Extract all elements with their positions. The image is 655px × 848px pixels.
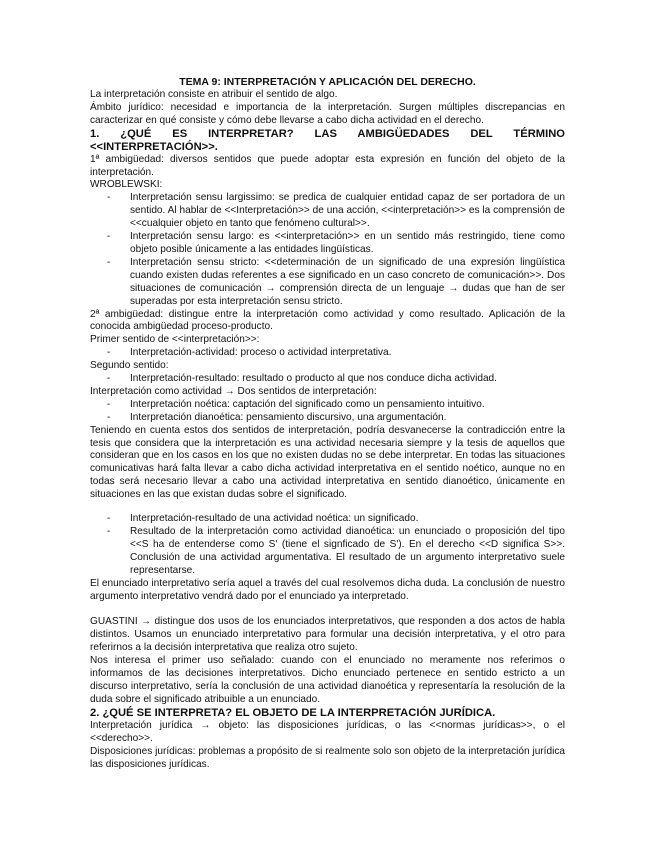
wroblewski-list <box>90 192 565 308</box>
first-sense-label: Primer sentido de <<interpretación>>: <box>90 334 260 346</box>
list-item: - Interpretación sensu largissimo: se predica de cualquier entidad capaz de ser portadora de un sentido. Al hablar de <<Interpretación>> de una acción, <<interpretación>> es la comprensión de <<cualquier objeto en tanto que fenómeno cultural>>. <box>90 192 565 231</box>
wroblewski-label: WROBLEWSKI: <box>90 179 163 191</box>
intro-paragraph: La interpretación consiste en atribuir el sentido de algo. <box>90 88 338 100</box>
second-sense-label: Segundo sentido: <box>90 360 169 372</box>
guastini-paragraph: GUASTINI → distingue dos usos de los enunciados interpretativos, que responden a dos actos de habla distintos. Usamos un enunciado interpretativo para formular una decisión interpretativa, y el otro para referirnos a la decisión interpretativa que realiza otro sujeto. <box>90 616 565 654</box>
list-item: - Resultado de la interpretación como actividad dianoética: un enunciado o proposición del tipo <<S ha de entenderse como S' (tiene el signficado de S'). En el derecho <<D significa S>>. Conclusión de una actividad argumentativa. El resultado de un argumento interpretativo suele representarse. <box>90 526 565 578</box>
result-list <box>90 513 565 578</box>
list-item: - Interpretación dianoética: pensamiento discursivo, una argumentación. <box>90 412 565 425</box>
section-2-heading: 2. ¿QUÉ SE INTERPRETA? EL OBJETO DE LA INTERPRETACIÓN JURÍDICA. <box>90 706 496 719</box>
teniendo-paragraph: Teniendo en cuenta estos dos sentidos de interpretación, podría desvanecerse la contradicción entre la tesis que considera que la interpretación es una actividad necesaria siempre y la tesis de aquellos que consideran que en los casos en los que no existen dudas no se debe interpretar. En todas las situaciones comunicativas hará falta llevar a cabo dicha actividad interpretativa en el sentido noético, aunque no en todas será necesario llevar a cabo una actividad interpretativa en sentido dianoético, únicamente en situaciones en las que existan dudas sobre el significado. <box>90 424 565 501</box>
activity-list <box>90 399 565 425</box>
intro-paragraph-scope: Ámbito jurídico: necesidad e importancia de la interpretación. Surgen múltiples discrepancias en caracterizar en qué consiste y cómo debe llevarse a cabo dicha actividad en el derecho. <box>90 101 565 126</box>
list-item: - Interpretación-resultado: resultado o producto al que nos conduce dicha actividad. <box>90 373 565 386</box>
enunciado-paragraph: El enunciado interpretativo sería aquel a través del cual resolvemos dicha duda. La conclusión de nuestro argumento interpretativo vendrá dado por el enunciado ya interpretado. <box>90 577 565 602</box>
second-ambiguity: 2ª ambigüedad: distingue entre la interpretación como actividad y como resultado. Aplicación de la conocida ambigüedad proceso-producto. <box>90 308 565 333</box>
list-item: - Interpretación-actividad: proceso o actividad interpretativa. <box>90 347 565 360</box>
first-sense-list <box>90 347 565 360</box>
list-item: - Interpretación-resultado de una actividad noética: un significado. <box>90 513 565 526</box>
document-page <box>90 76 565 771</box>
section-1-heading: 1. ¿QUÉ ES INTERPRETAR? LAS AMBIGÜEDADES DEL TÉRMINO <box>90 127 565 140</box>
section-2-paragraph: Interpretación jurídica → objeto: las disposiciones jurídicas, o las <<normas jurídicas>>, o el <<derecho>>. <box>90 719 565 744</box>
section-1-heading-cont: <<INTERPRETACIÓN>>. <box>90 140 218 153</box>
second-sense-list <box>90 373 565 386</box>
interest-paragraph: Nos interesa el primer uso señalado: cuando con el enunciado no meramente nos referimos o informamos de las decisiones interpretativos. Dicho enunciado pertenece en sentido estricto a un discurso interpretativo, sería la conclusión de una actividad dianoética y representaría la resolución de la duda sobre el significado atribuible a un enunciado. <box>90 655 565 705</box>
list-item: - Interpretación sensu largo: es <<interpretación>> en un sentido más restringido, tiene como objeto posible únicamente a las entidades lingüísticas. <box>90 231 565 257</box>
list-item: - Interpretación noética: captación del significado como un pensamiento intuitivo. <box>90 399 565 412</box>
first-ambiguity: 1ª ambigüedad: diversos sentidos que puede adoptar esta expresión en función del objeto de la interpretación. <box>90 153 565 178</box>
list-item: - Interpretación sensu stricto: <<determinación de un significado de una expresión lingüística cuando existen dudas referentes a ese significado en un caso concreto de comunicación>>. Dos situaciones de comunicación → comprensión directa de un lenguaje → dudas que han de ser superadas por esta interpretación sensu stricto. <box>90 257 565 309</box>
activity-label: Interpretación como actividad → Dos sentidos de interpretación: <box>90 385 377 397</box>
document-title: TEMA 9: INTERPRETACIÓN Y APLICACIÓN DEL DERECHO. <box>179 76 476 88</box>
section-2-paragraph-dispositions: Disposiciones jurídicas: problemas a propósito de si realmente solo son objeto de la interpretación jurídica las disposiciones jurídicas. <box>90 745 565 770</box>
